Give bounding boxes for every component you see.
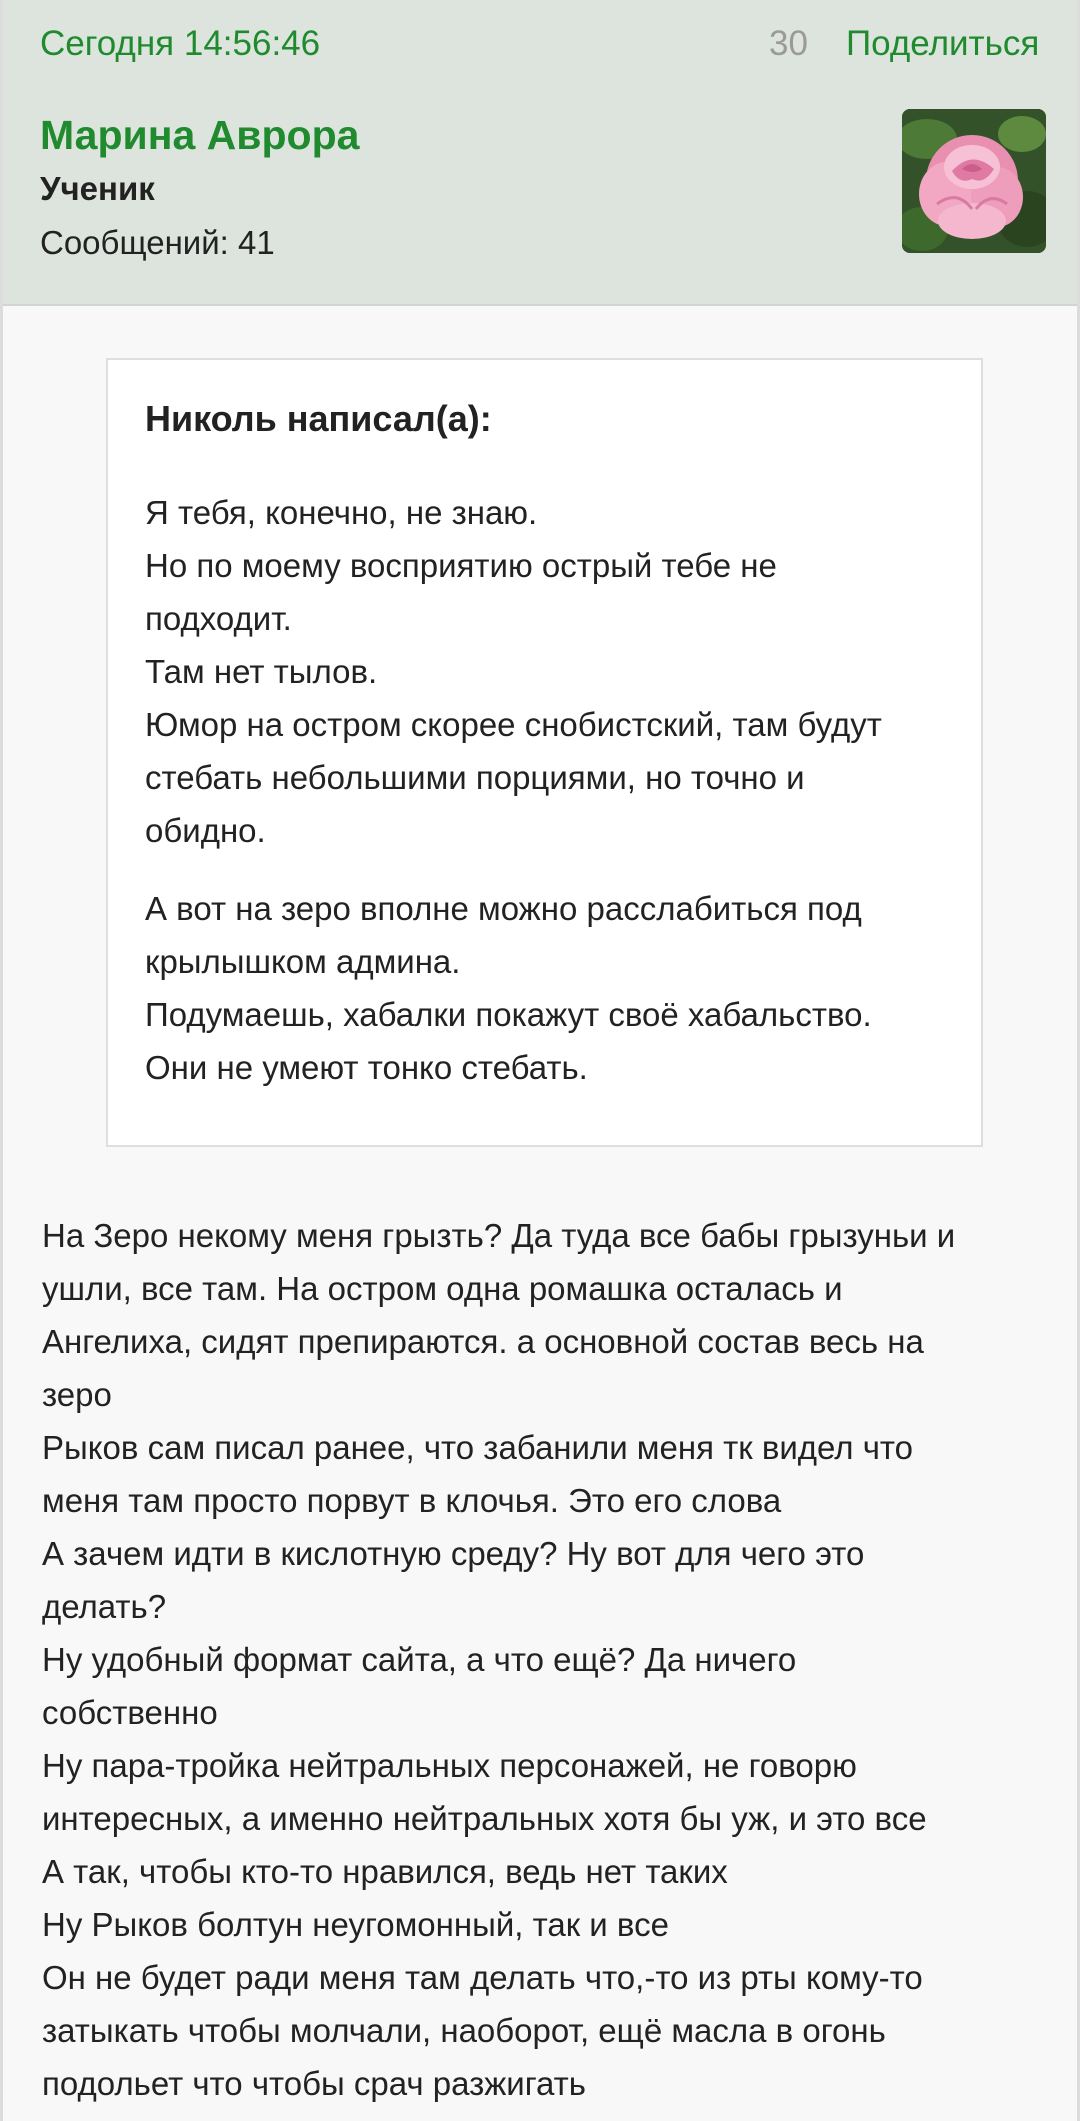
message-line: собственно — [42, 1694, 218, 1731]
quote-line: Но по моему восприятию острый тебе не — [145, 547, 777, 584]
quote-line: Подумаешь, хабалки покажут своё хабальство. — [145, 996, 872, 1033]
share-link[interactable]: Поделиться — [846, 24, 1040, 63]
quote-text — [145, 486, 945, 1094]
quote-line: А вот на зеро вполне можно расслабиться под — [145, 890, 862, 927]
author-post-count: Сообщений: 41 — [40, 224, 275, 261]
message-line: зеро — [42, 1376, 112, 1413]
message-line: интересных, а именно нейтральных хотя бы уж, и это все — [42, 1800, 927, 1837]
author-rank: Ученик — [40, 170, 155, 207]
message-line: затыкать чтобы молчали, наоборот, ещё масла в огонь — [42, 2012, 886, 2049]
quote-line: подходит. — [145, 600, 292, 637]
post-timestamp: Сегодня 14:56:46 — [40, 24, 321, 63]
post-header — [3, 0, 1077, 306]
message-line: Рыков сам писал ранее, что забанили меня тк видел что — [42, 1429, 914, 1466]
message-line: А так, чтобы кто-то нравился, ведь нет таких — [42, 1853, 728, 1890]
author-avatar[interactable] — [902, 109, 1046, 253]
rose-icon — [902, 109, 1046, 253]
message-line: ушли, все там. На остром одна ромашка осталась и — [42, 1270, 843, 1307]
quote-line: Юмор на остром скорее снобистский, там будут — [145, 706, 882, 743]
quote-line: Они не умеют тонко стебать. — [145, 1049, 588, 1086]
quote-line: Там нет тылов. — [145, 653, 378, 690]
quote-block — [106, 358, 983, 1147]
message-line: Ну удобный формат сайта, а что ещё? Да ничего — [42, 1641, 797, 1678]
quote-author: Николь написал(а): — [145, 398, 492, 439]
message-line: На Зеро некому меня грызть? Да туда все бабы грызуньи и — [42, 1217, 956, 1254]
quote-line: обидно. — [145, 812, 266, 849]
message-line: подольет что чтобы срач разжигать — [42, 2065, 586, 2102]
message-line: Ангелиха, сидят препираются. а основной состав весь на — [42, 1323, 924, 1360]
quote-line: Я тебя, конечно, не знаю. — [145, 494, 538, 531]
quote-paragraph — [145, 882, 945, 1094]
message-line: меня там просто порвут в клочья. Это его слова — [42, 1482, 782, 1519]
message-line: А зачем идти в кислотную среду? Ну вот для чего это — [42, 1535, 865, 1572]
message-line: Ну пара-тройка нейтральных персонажей, не говорю — [42, 1747, 857, 1784]
quote-paragraph — [145, 486, 945, 857]
post-message — [42, 1209, 1052, 2110]
message-line: делать? — [42, 1588, 167, 1625]
message-line: Он не будет ради меня там делать что,-то из рты кому-то — [42, 1959, 923, 1996]
message-line: Ну Рыков болтун неугомонный, так и все — [42, 1906, 669, 1943]
quote-line: стебать небольшими порциями, но точно и — [145, 759, 805, 796]
post-number[interactable]: 30 — [769, 24, 808, 63]
quote-line: крылышком админа. — [145, 943, 461, 980]
author-name-link[interactable]: Марина Аврора — [40, 112, 360, 158]
